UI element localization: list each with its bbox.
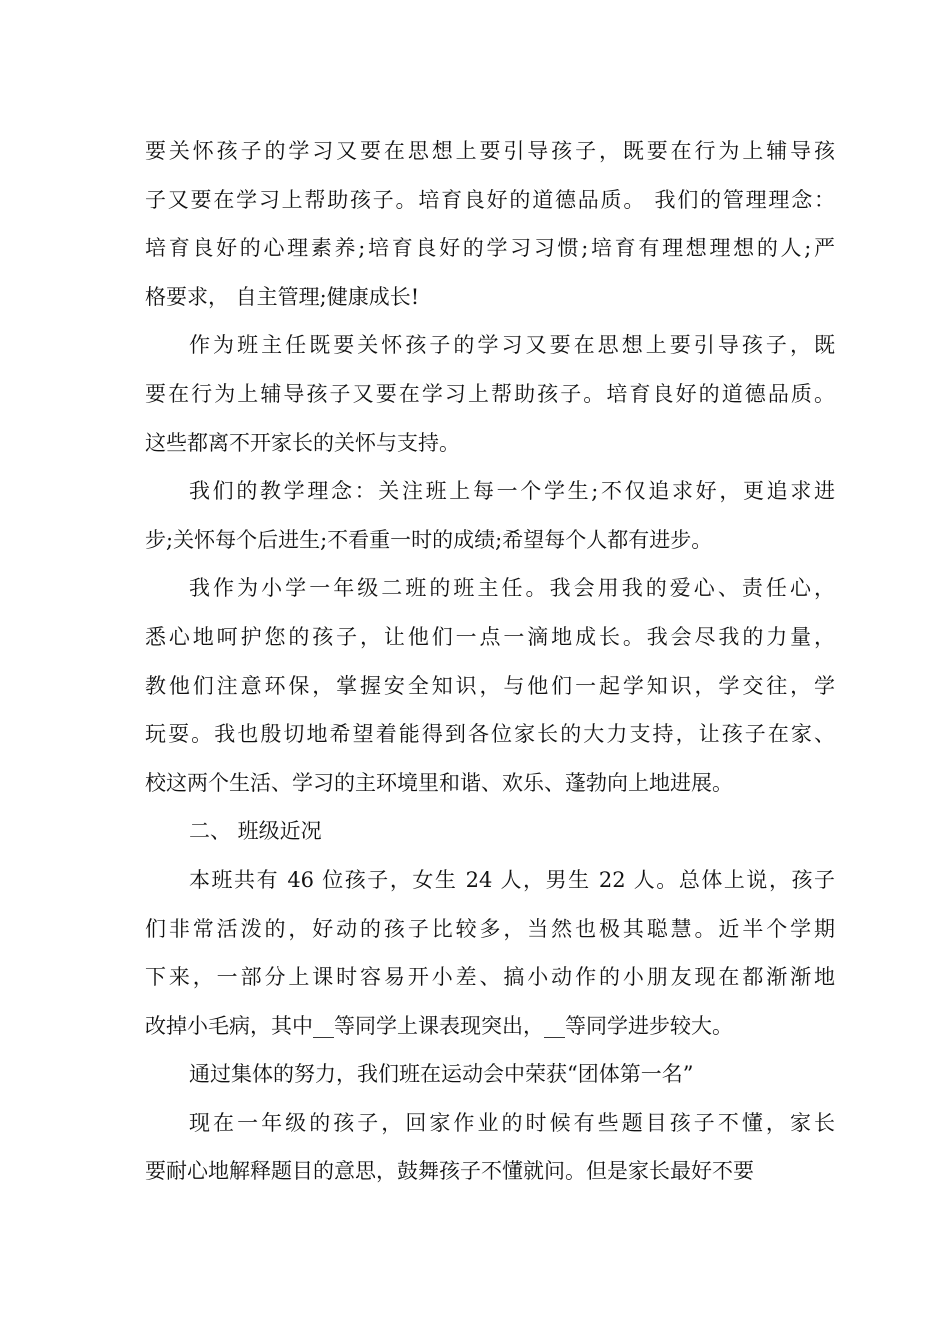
text-line: 教他们注意环保，掌握安全知识，与他们一起学知识，学交往，学 bbox=[145, 673, 835, 698]
paragraph bbox=[145, 564, 835, 807]
paragraph bbox=[145, 856, 835, 1050]
paragraph bbox=[145, 1050, 835, 1099]
text-line: 改掉小毛病，其中__等同学上课表现突出，__等同学进步较大。 bbox=[145, 1013, 733, 1038]
text-line: 子又要在学习上帮助孩子。培育良好的道德品质。 我们的管理理念： bbox=[145, 187, 835, 212]
paragraph bbox=[145, 321, 835, 467]
paragraph bbox=[145, 1099, 835, 1196]
text-line: 要关怀孩子的学习又要在思想上要引导孩子，既要在行为上辅导孩 bbox=[145, 139, 835, 163]
text-line: 通过集体的努力，我们班在运动会中荣获“团体第一名” bbox=[189, 1062, 694, 1087]
paragraph bbox=[145, 127, 835, 321]
text-line: 校这两个生活、学习的主环境里和谐、欢乐、蓬勃向上地进展。 bbox=[145, 770, 733, 795]
text-line: 格要求， 自主管理;健康成长! bbox=[145, 284, 420, 309]
text-line: 玩耍。我也殷切地希望着能得到各位家长的大力支持，让孩子在家、 bbox=[145, 722, 835, 747]
text-line: 要耐心地解释题目的意思，鼓舞孩子不懂就问。但是家长最好不要 bbox=[145, 1159, 754, 1184]
document-body bbox=[145, 127, 835, 1196]
text-line: 们非常活泼的，好动的孩子比较多，当然也极其聪慧。近半个学期 bbox=[145, 916, 835, 941]
text-line: 作为班主任既要关怀孩子的学习又要在思想上要引导孩子，既 bbox=[189, 333, 835, 358]
text-line: 现在一年级的孩子，回家作业的时候有些题目孩子不懂，家长 bbox=[189, 1110, 835, 1135]
text-line: 这些都离不开家长的关怀与支持。 bbox=[145, 430, 460, 455]
text-line: 要在行为上辅导孩子又要在学习上帮助孩子。培育良好的道德品质。 bbox=[145, 381, 835, 406]
text-line: 我们的教学理念：关注班上每一个学生;不仅追求好，更追求进 bbox=[189, 479, 835, 504]
text-line: 我作为小学一年级二班的班主任。我会用我的爱心、责任心， bbox=[189, 576, 835, 601]
paragraph bbox=[145, 807, 835, 856]
text-line: 下来，一部分上课时容易开小差、搞小动作的小朋友现在都渐渐地 bbox=[145, 965, 835, 990]
paragraph bbox=[145, 467, 835, 564]
text-line: 二、 班级近况 bbox=[189, 819, 322, 844]
text-line: 培育良好的心理素养;培育良好的学习习惯;培育有理想理想的人;严 bbox=[145, 236, 835, 261]
text-line: 悉心地呵护您的孩子，让他们一点一滴地成长。我会尽我的力量， bbox=[145, 624, 835, 649]
text-line: 步;关怀每个后进生;不看重一时的成绩;希望每个人都有进步。 bbox=[145, 527, 713, 552]
text-line: 本班共有 46 位孩子，女生 24 人，男生 22 人。总体上说，孩子 bbox=[189, 867, 835, 892]
